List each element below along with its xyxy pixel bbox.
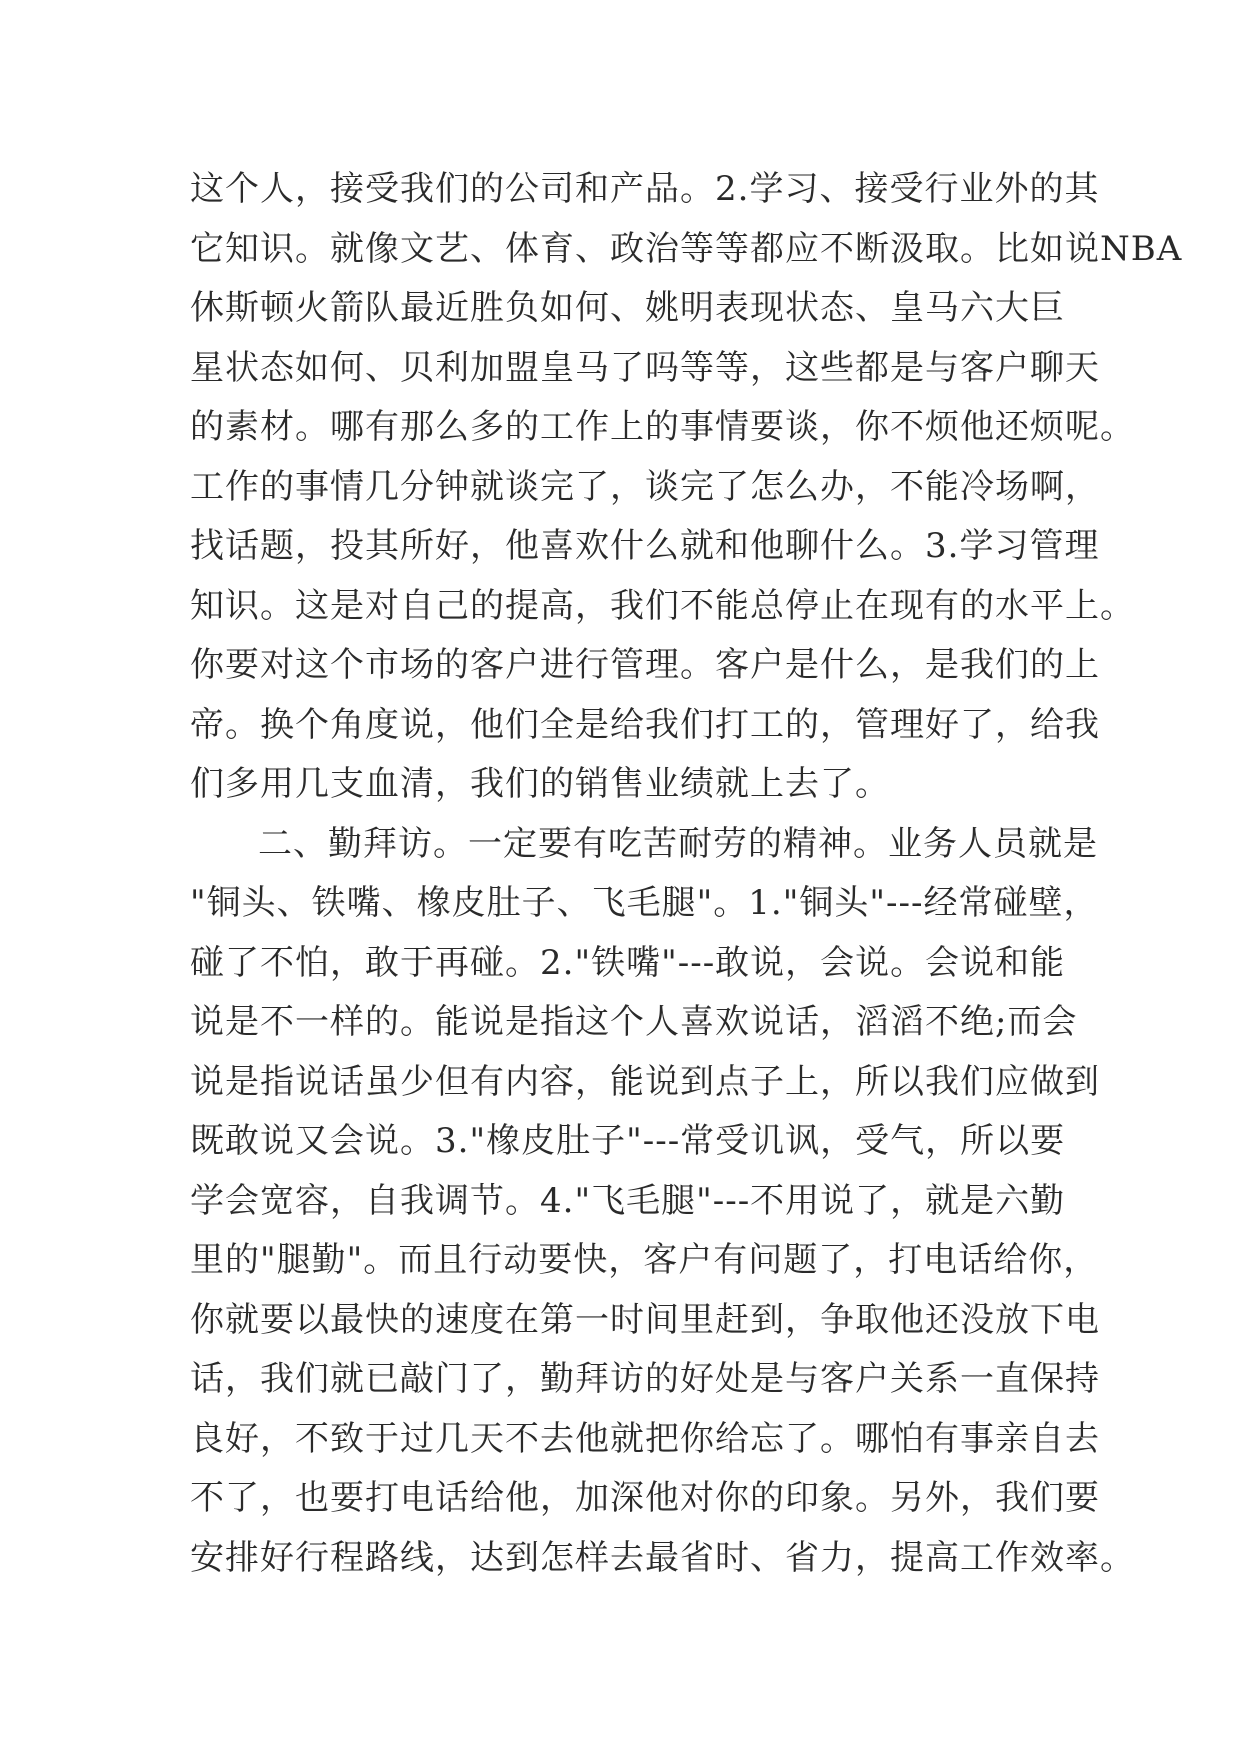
text-line: 说是不一样的。能说是指这个人喜欢说话，滔滔不绝;而会 xyxy=(190,1002,1078,1042)
text-line: 它知识。就像文艺、体育、政治等等都应不断汲取。比如说NBA xyxy=(190,228,1183,269)
text-line: 话，我们就已敲门了，勤拜访的好处是与客户关系一直保持 xyxy=(190,1359,1100,1399)
text-line: 里的"腿勤"。而且行动要快，客户有问题了，打电话给你， xyxy=(190,1240,1099,1280)
text-line: 知识。这是对自己的提高，我们不能总停止在现有的水平上。 xyxy=(190,585,1135,626)
text-line: 二、勤拜访。一定要有吃苦耐劳的精神。业务人员就是 xyxy=(258,823,1098,864)
text-line: 既敢说又会说。3."橡皮肚子"---常受讥讽，受气，所以要 xyxy=(190,1121,1066,1161)
text-line: 的素材。哪有那么多的工作上的事情要谈，你不烦他还烦呢。 xyxy=(190,407,1135,447)
text-line: 星状态如何、贝利加盟皇马了吗等等，这些都是与客户聊天 xyxy=(190,347,1100,388)
text-line: 不了，也要打电话给他，加深他对你的印象。另外，我们要 xyxy=(190,1478,1100,1518)
text-line: 良好，不致于过几天不去他就把你给忘了。哪怕有事亲自去 xyxy=(190,1418,1100,1459)
text-line: 工作的事情几分钟就谈完了，谈完了怎么办，不能冷场啊， xyxy=(190,466,1100,507)
text-line: 们多用几支血清，我们的销售业绩就上去了。 xyxy=(190,764,890,804)
text-line: 你要对这个市场的客户进行管理。客户是什么，是我们的上 xyxy=(190,645,1100,685)
text-line: 说是指说话虽少但有内容，能说到点子上，所以我们应做到 xyxy=(190,1061,1100,1102)
text-line: 找话题，投其所好，他喜欢什么就和他聊什么。3.学习管理 xyxy=(190,526,1100,566)
paragraph-1 xyxy=(190,160,1183,815)
text-line: 这个人，接受我们的公司和产品。2.学习、接受行业外的其 xyxy=(190,169,1100,209)
text-line: 帝。换个角度说，他们全是给我们打工的，管理好了，给我 xyxy=(190,704,1100,745)
paragraph-2 xyxy=(190,815,1135,1589)
text-line: "铜头、铁嘴、橡皮肚子、飞毛腿"。1."铜头"---经常碰壁， xyxy=(190,883,1099,923)
text-line: 休斯顿火箭队最近胜负如何、姚明表现状态、皇马六大巨 xyxy=(190,288,1065,328)
text-line: 学会宽容，自我调节。4."飞毛腿"---不用说了，就是六勤 xyxy=(190,1180,1066,1221)
text-line: 碰了不怕，敢于再碰。2."铁嘴"---敢说，会说。会说和能 xyxy=(190,942,1066,983)
text-line: 你就要以最快的速度在第一时间里赶到，争取他还没放下电 xyxy=(190,1299,1100,1340)
text-line: 安排好行程路线，达到怎样去最省时、省力，提高工作效率。 xyxy=(190,1537,1135,1578)
body-text xyxy=(190,160,1183,1588)
